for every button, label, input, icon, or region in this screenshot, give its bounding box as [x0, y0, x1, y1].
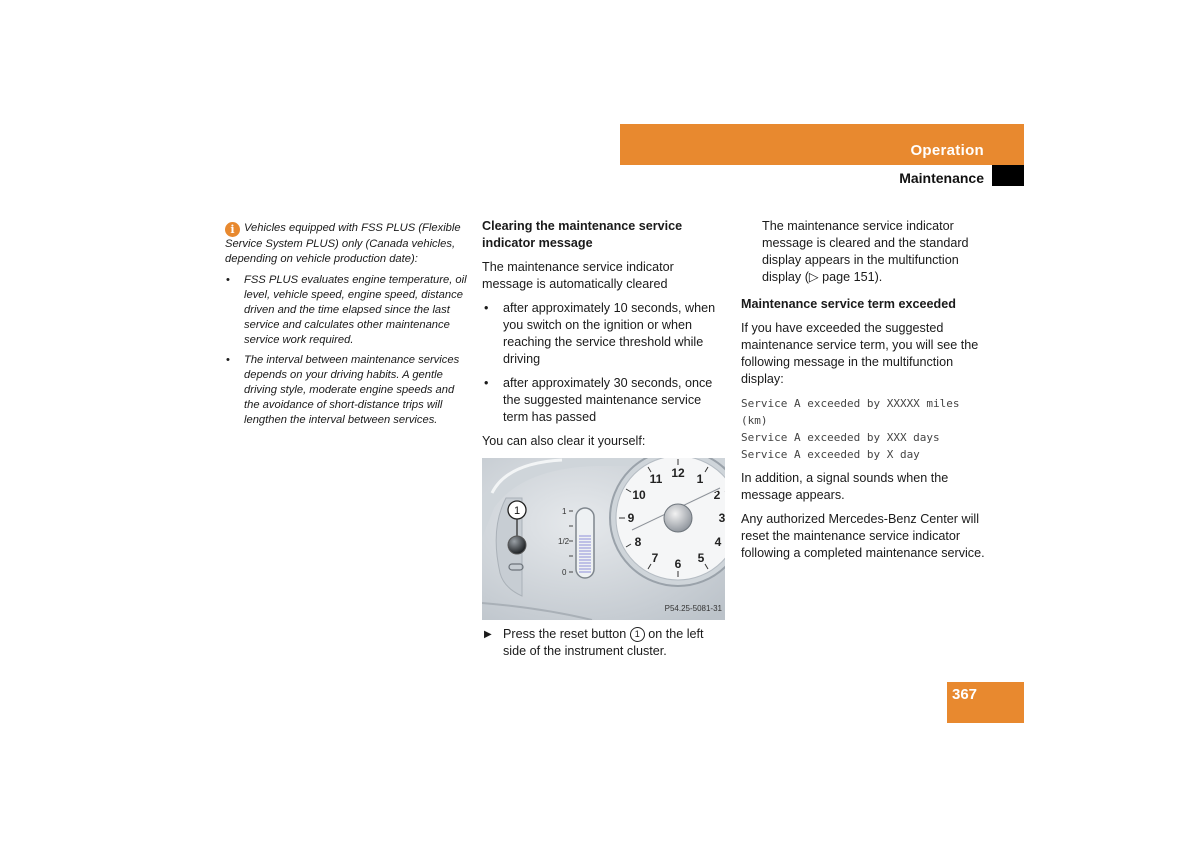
callout-number: 1	[630, 627, 645, 642]
exceeded-heading: Maintenance service term exceeded	[741, 297, 956, 311]
display-message: Service A exceeded by XXX days	[741, 431, 940, 444]
svg-text:5: 5	[697, 551, 705, 565]
display-messages	[741, 395, 991, 463]
svg-text:10: 10	[632, 488, 646, 502]
figure-callout-1: 1	[513, 505, 521, 517]
fss-plus-note	[225, 221, 470, 433]
note-item	[225, 353, 470, 428]
svg-text:6: 6	[674, 557, 682, 571]
list-item	[482, 375, 727, 426]
reset-info-text: Any authorized Mercedes-Benz Center will reset the maintenance service indicator following a completed maintenance service.	[741, 512, 985, 560]
note-intro-text: Vehicles equipped with FSS PLUS (Flexible Service System PLUS) only (Canada vehicles, depending on vehicle production date):	[225, 222, 461, 265]
list-item-text: after approximately 30 seconds, once the suggested maintenance service term has passed	[503, 376, 713, 424]
note-item-text: The interval between maintenance services depends on your driving habits. A gentle driving style, moderate engine speeds and the avoidance of short-distance trips will lengthen the interval between services.	[244, 354, 460, 426]
page-number: 367	[952, 686, 978, 703]
display-message: Service A exceeded by XXXXX miles (km)	[741, 397, 960, 427]
section-title: Operation	[910, 142, 984, 159]
svg-text:9: 9	[627, 511, 635, 525]
clearing-heading: Clearing the maintenance service indicator message	[482, 219, 683, 250]
bullet-icon: •	[484, 376, 489, 390]
exceeded-column	[741, 218, 991, 569]
manual-clear-text: You can also clear it yourself:	[482, 434, 646, 448]
instrument-cluster-illustration	[482, 458, 725, 620]
reset-step	[482, 626, 727, 660]
bullet-icon: •	[226, 274, 230, 286]
section-marker	[992, 165, 1024, 186]
svg-text:8: 8	[634, 535, 642, 549]
list-item-text: after approximately 10 seconds, when you switch on the ignition or when reaching the service threshold while driving	[503, 301, 716, 366]
svg-text:3: 3	[718, 511, 725, 525]
info-icon: i	[225, 222, 240, 237]
note-intro	[225, 221, 470, 267]
note-item-text: FSS PLUS evaluates engine temperature, oil level, vehicle speed, engine speed, distance driven and the time elapsed since the last service and calculates other maintenance service work required.	[244, 274, 467, 346]
svg-text:11: 11	[649, 472, 663, 486]
svg-text:1/2: 1/2	[558, 537, 570, 546]
step-text-before: Press the reset button	[503, 627, 627, 641]
svg-text:7: 7	[651, 551, 659, 565]
step-arrow-icon: ▶	[484, 629, 492, 640]
step-text-after: on the left side of the instrument cluster.	[503, 627, 704, 658]
note-item	[225, 273, 470, 348]
clearing-bullets	[482, 300, 727, 426]
bullet-icon: •	[484, 301, 489, 315]
clearing-intro: The maintenance service indicator message is automatically cleared	[482, 260, 674, 291]
svg-text:12: 12	[671, 466, 685, 480]
bullet-icon: •	[226, 354, 230, 366]
svg-text:4: 4	[714, 535, 722, 549]
list-item	[482, 300, 727, 368]
exceeded-intro: If you have exceeded the suggested maintenance service term, you will see the following message in the multifunction display:	[741, 321, 979, 386]
subsection-title: Maintenance	[899, 170, 984, 186]
svg-text:1: 1	[562, 507, 567, 516]
svg-text:0: 0	[562, 568, 567, 577]
note-list	[225, 273, 470, 428]
svg-text:2: 2	[713, 488, 721, 502]
figure-caption: P54.25-5081-31	[664, 604, 722, 613]
cleared-text: The maintenance service indicator message is cleared and the standard display appears in the multifunction display (▷ page 151).	[762, 219, 969, 284]
svg-text:1: 1	[696, 472, 704, 486]
signal-text: In addition, a signal sounds when the message appears.	[741, 471, 949, 502]
display-message: Service A exceeded by X day	[741, 448, 920, 461]
instrument-cluster-figure	[482, 458, 725, 620]
clearing-column	[482, 218, 727, 660]
